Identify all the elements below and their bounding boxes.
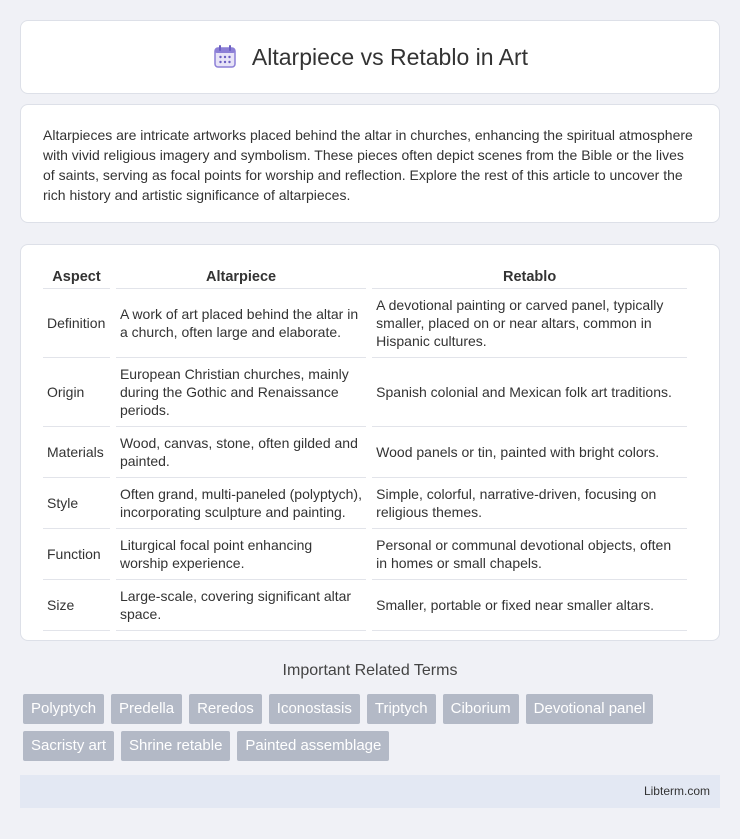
table-header-row bbox=[43, 265, 687, 289]
retablo-cell: A devotional painting or carved panel, typically smaller, placed on or near altars, common in Hispanic cultures. bbox=[372, 289, 687, 358]
related-term-tag[interactable]: Polyptych bbox=[23, 694, 104, 724]
aspect-cell: Size bbox=[43, 580, 110, 631]
aspect-cell: Style bbox=[43, 478, 110, 529]
table-row bbox=[43, 289, 687, 358]
header-altarpiece: Altarpiece bbox=[116, 265, 366, 289]
altarpiece-cell: European Christian churches, mainly during the Gothic and Renaissance periods. bbox=[116, 358, 366, 427]
related-term-tag[interactable]: Reredos bbox=[189, 694, 262, 724]
retablo-cell: Simple, colorful, narrative-driven, focusing on religious themes. bbox=[372, 478, 687, 529]
table-row bbox=[43, 529, 687, 580]
intro-card bbox=[20, 104, 720, 223]
table-row bbox=[43, 358, 687, 427]
table-row bbox=[43, 427, 687, 478]
altarpiece-cell: Large-scale, covering significant altar space. bbox=[116, 580, 366, 631]
related-terms-title: Important Related Terms bbox=[282, 662, 458, 679]
aspect-cell: Materials bbox=[43, 427, 110, 478]
related-term-tag[interactable]: Iconostasis bbox=[269, 694, 360, 724]
footer bbox=[20, 775, 720, 808]
related-terms-list bbox=[23, 694, 723, 761]
altarpiece-cell: Often grand, multi-paneled (polyptych), incorporating sculpture and painting. bbox=[116, 478, 366, 529]
table-row bbox=[43, 580, 687, 631]
altarpiece-cell: Wood, canvas, stone, often gilded and painted. bbox=[116, 427, 366, 478]
comparison-card bbox=[20, 244, 720, 641]
title-card bbox=[20, 20, 720, 94]
retablo-cell: Spanish colonial and Mexican folk art traditions. bbox=[372, 358, 687, 427]
header-aspect: Aspect bbox=[43, 265, 110, 289]
table-row bbox=[43, 478, 687, 529]
calendar-icon bbox=[212, 44, 238, 70]
retablo-cell: Personal or communal devotional objects, often in homes or small chapels. bbox=[372, 529, 687, 580]
intro-text: Altarpieces are intricate artworks placed behind the altar in churches, enhancing the spiritual atmosphere with vivid religious imagery and symbolism. These pieces often depict scenes from the Bible or the lives of saints, serving as focal points for worship and reflection. Explore the rest of this article to uncover the rich history and artistic significance of altarpieces. bbox=[43, 127, 693, 203]
related-term-tag[interactable]: Sacristy art bbox=[23, 731, 114, 761]
aspect-cell: Origin bbox=[43, 358, 110, 427]
aspect-cell: Definition bbox=[43, 289, 110, 358]
retablo-cell: Wood panels or tin, painted with bright colors. bbox=[372, 427, 687, 478]
related-term-tag[interactable]: Predella bbox=[111, 694, 182, 724]
related-term-tag[interactable]: Devotional panel bbox=[526, 694, 654, 724]
header-retablo: Retablo bbox=[372, 265, 687, 289]
related-term-tag[interactable]: Shrine retable bbox=[121, 731, 230, 761]
related-term-tag[interactable]: Ciborium bbox=[443, 694, 519, 724]
aspect-cell: Function bbox=[43, 529, 110, 580]
comparison-table bbox=[37, 265, 693, 631]
altarpiece-cell: A work of art placed behind the altar in a church, often large and elaborate. bbox=[116, 289, 366, 358]
altarpiece-cell: Liturgical focal point enhancing worship experience. bbox=[116, 529, 366, 580]
footer-site-link[interactable]: Libterm.com bbox=[643, 784, 710, 798]
retablo-cell: Smaller, portable or fixed near smaller altars. bbox=[372, 580, 687, 631]
related-term-tag[interactable]: Painted assemblage bbox=[237, 731, 389, 761]
related-term-tag[interactable]: Triptych bbox=[367, 694, 436, 724]
page-title: Altarpiece vs Retablo in Art bbox=[251, 43, 529, 70]
